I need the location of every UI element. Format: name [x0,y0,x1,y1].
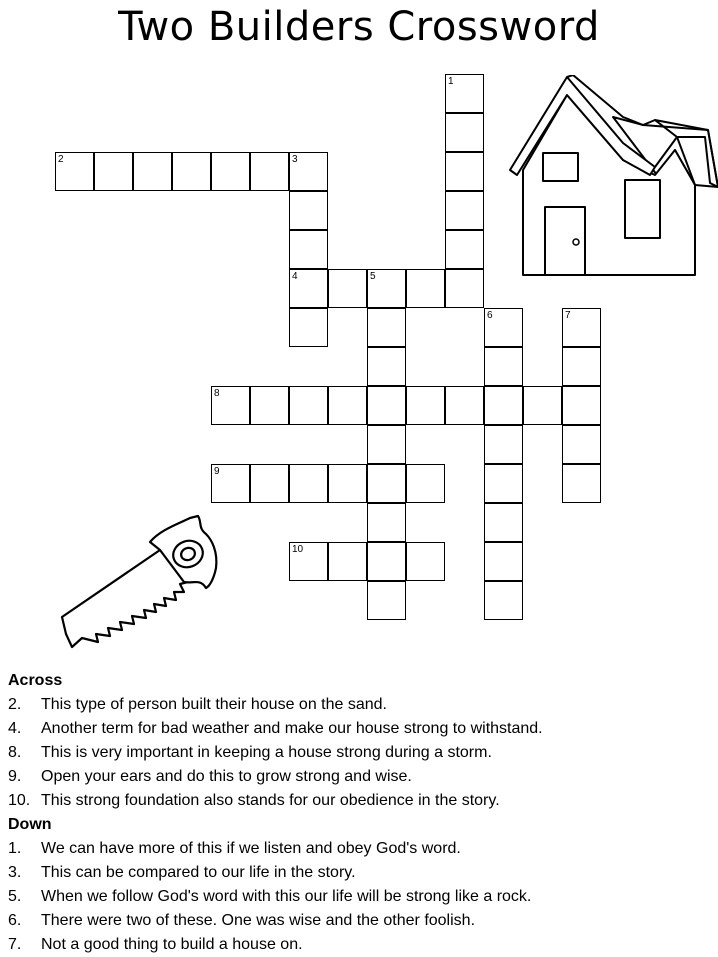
clue-number: 2. [8,696,22,713]
handsaw-drawing-icon [60,512,230,657]
across-clue [8,765,714,789]
crossword-cell[interactable] [289,308,328,347]
clue-number: 5. [8,888,22,905]
crossword-cell[interactable] [211,152,250,191]
crossword-cell[interactable] [289,464,328,503]
crossword-cell[interactable] [250,386,289,425]
crossword-cell[interactable] [484,386,523,425]
crossword-cell[interactable] [406,464,445,503]
crossword-cell[interactable] [562,425,601,464]
crossword-cell[interactable] [484,464,523,503]
clue-number: 6. [8,912,22,929]
crossword-cell[interactable] [289,542,328,581]
crossword-cell[interactable] [367,386,406,425]
crossword-cell[interactable] [133,152,172,191]
crossword-cell[interactable] [523,386,562,425]
crossword-cell[interactable] [172,152,211,191]
clue-text: Open your ears and do this to grow strong and wise. [41,768,412,785]
crossword-cell[interactable] [445,386,484,425]
clue-text: This type of person built their house on the sand. [41,696,387,713]
down-heading: Down [8,816,52,833]
crossword-cell[interactable] [328,542,367,581]
clue-list [8,669,714,957]
across-clue [8,741,714,765]
crossword-cell[interactable] [484,425,523,464]
cell-number: 8 [214,388,220,399]
crossword-cell[interactable] [367,581,406,620]
across-clue [8,789,714,813]
crossword-cell[interactable] [406,386,445,425]
down-clue [8,837,714,861]
cell-number: 1 [448,76,454,87]
down-clues [8,837,714,957]
crossword-cell[interactable] [445,269,484,308]
crossword-cell[interactable] [94,152,133,191]
down-clue [8,909,714,933]
clue-text: When we follow God's word with this our life will be strong like a rock. [41,888,532,905]
cell-number: 2 [58,154,64,165]
clue-text: There were two of these. One was wise and the other foolish. [41,912,476,929]
crossword-cell[interactable] [367,269,406,308]
crossword-cell[interactable] [289,269,328,308]
crossword-cell[interactable] [562,386,601,425]
down-clue [8,885,714,909]
crossword-cell[interactable] [445,230,484,269]
clue-text: Not a good thing to build a house on. [41,936,303,953]
cell-number: 7 [565,310,571,321]
crossword-cell[interactable] [484,542,523,581]
across-clues [8,693,714,813]
clue-text: Another term for bad weather and make our house strong to withstand. [41,720,543,737]
crossword-cell[interactable] [367,464,406,503]
across-clue [8,693,714,717]
cell-number: 3 [292,154,298,165]
cell-number: 9 [214,466,220,477]
clue-number: 8. [8,744,22,761]
crossword-cell[interactable] [367,503,406,542]
crossword-cell[interactable] [445,191,484,230]
crossword-cell[interactable] [406,269,445,308]
crossword-cell[interactable] [289,191,328,230]
crossword-cell[interactable] [211,386,250,425]
clue-text: This is very important in keeping a house strong during a storm. [41,744,492,761]
crossword-cell[interactable] [445,74,484,113]
across-clue [8,717,714,741]
crossword-cell[interactable] [562,308,601,347]
crossword-cell[interactable] [562,464,601,503]
cell-number: 5 [370,271,376,282]
clue-text: This can be compared to our life in the story. [41,864,356,881]
crossword-cell[interactable] [367,542,406,581]
crossword-cell[interactable] [289,152,328,191]
crossword-cell[interactable] [484,308,523,347]
cell-number: 10 [292,544,304,555]
crossword-cell[interactable] [445,152,484,191]
clue-text: This strong foundation also stands for our obedience in the story. [41,792,500,809]
down-clue [8,933,714,957]
crossword-cell[interactable] [55,152,94,191]
cell-number: 6 [487,310,493,321]
crossword-cell[interactable] [367,425,406,464]
crossword-cell[interactable] [406,542,445,581]
crossword-cell[interactable] [289,230,328,269]
clue-number: 4. [8,720,22,737]
crossword-cell[interactable] [445,113,484,152]
crossword-cell[interactable] [328,386,367,425]
crossword-cell[interactable] [250,464,289,503]
crossword-cell[interactable] [250,152,289,191]
clue-text: We can have more of this if we listen and obey God's word. [41,840,461,857]
cell-number: 4 [292,271,298,282]
crossword-cell[interactable] [367,347,406,386]
crossword-cell[interactable] [328,269,367,308]
clue-number: 7. [8,936,22,953]
down-clue [8,861,714,885]
crossword-cell[interactable] [484,503,523,542]
house-drawing-icon [505,75,718,280]
clue-number: 1. [8,840,22,857]
crossword-cell[interactable] [289,386,328,425]
clue-number: 3. [8,864,22,881]
crossword-cell[interactable] [328,464,367,503]
crossword-cell[interactable] [211,464,250,503]
across-heading: Across [8,672,63,689]
crossword-cell[interactable] [484,581,523,620]
crossword-cell[interactable] [367,308,406,347]
clue-number: 10. [8,792,31,809]
page-title: Two Builders Crossword [118,4,600,50]
crossword-cell[interactable] [562,347,601,386]
crossword-cell[interactable] [484,347,523,386]
clue-number: 9. [8,768,22,785]
